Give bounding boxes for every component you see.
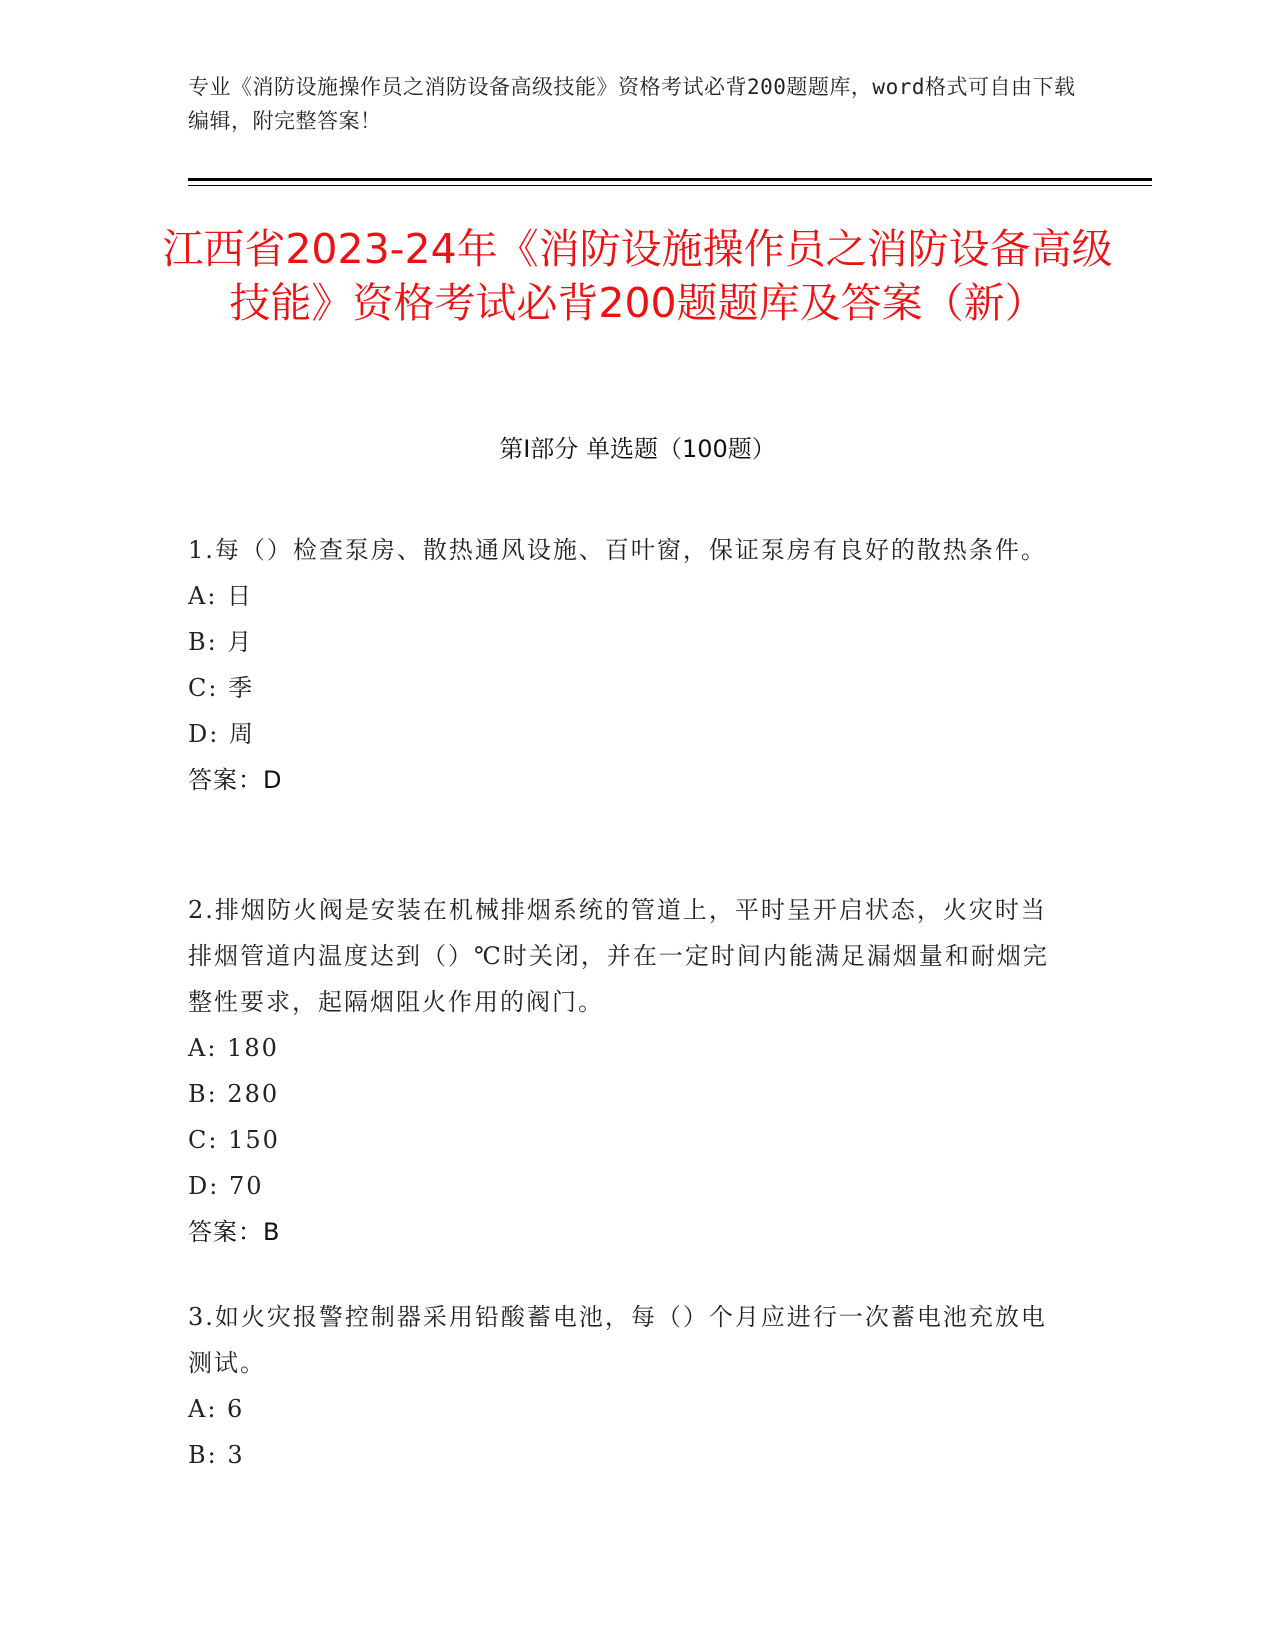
option-b: B: 280 (188, 1080, 280, 1108)
question-stem: 2.排烟防火阀是安装在机械排烟系统的管道上，平时呈开启状态，火灾时当排烟管道内温度达到（）℃时关闭，并在一定时间内能满足漏烟量和耐烟完整性要求，起隔烟阻火作用的阀门。 (188, 896, 1049, 1016)
question-stem: 1.每（）检查泵房、散热通风设施、百叶窗，保证泵房有良好的散热条件。 (188, 536, 1047, 564)
answer-line: 答案：B (188, 1218, 281, 1246)
option-a: A: 日 (188, 582, 254, 610)
option-c: C: 150 (188, 1126, 280, 1154)
question-block (188, 527, 1068, 803)
document-title: 江西省2023-24年《消防设施操作员之消防设备高级技能》资格考试必背200题题库及答案（新） (162, 225, 1113, 327)
option-b: B: 3 (188, 1441, 245, 1469)
header-note: 专业《消防设施操作员之消防设备高级技能》资格考试必背200题题库，word格式可自由下载编辑，附完整答案！ (188, 75, 1076, 133)
question-block (188, 1294, 1068, 1478)
option-d: D: 70 (188, 1172, 264, 1200)
option-a: A: 6 (188, 1395, 245, 1423)
answer-line: 答案：D (188, 766, 283, 794)
option-a: A: 180 (188, 1034, 279, 1062)
option-c: C: 季 (188, 674, 255, 702)
header-divider-thick (188, 178, 1152, 181)
option-b: B: 月 (188, 628, 254, 656)
section-heading: 第I部分 单选题（100题） (499, 435, 776, 463)
question-block (188, 887, 1068, 1255)
option-d: D: 周 (188, 720, 255, 748)
question-stem: 3.如火灾报警控制器采用铅酸蓄电池，每（）个月应进行一次蓄电池充放电测试。 (188, 1303, 1047, 1377)
header-divider-thin (188, 185, 1152, 186)
